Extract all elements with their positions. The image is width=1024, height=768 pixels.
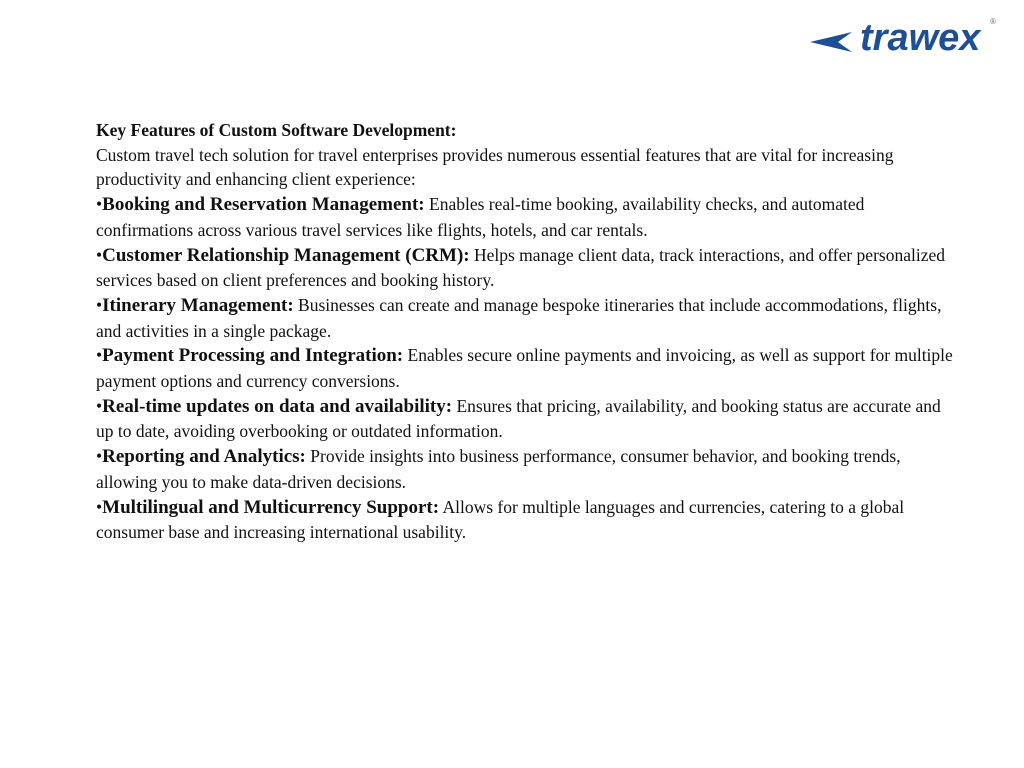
feature-text: Helps manage client data, track interactions, and offer personalized services based on client preferences and booking history.: [96, 244, 945, 291]
feature-text: Ensures that pricing, availability, and booking status are accurate and up to date, avoiding overbooking or outdated information.: [96, 395, 941, 442]
feature-item: [96, 394, 956, 444]
trawex-logo: [808, 10, 1008, 60]
bullet: •: [96, 244, 103, 265]
feature-title: Real-time updates on data and availability:: [102, 395, 453, 417]
intro-paragraph: Custom travel tech solution for travel enterprises provides numerous essential features that are vital for increasing productivity and enhancing client experience:: [96, 144, 894, 190]
feature-text: Allows for multiple languages and currencies, catering to a global consumer base and increasing international usability.: [96, 496, 905, 543]
feature-text: Enables secure online payments and invoicing, as well as support for multiple payment options and currency conversions.: [96, 345, 953, 392]
feature-title: Customer Relationship Management (CRM):: [102, 244, 470, 266]
bullet: •: [96, 294, 103, 315]
bullet: •: [96, 194, 103, 215]
logo-arrow-icon: [810, 32, 852, 52]
feature-item: [96, 293, 956, 343]
section-heading: Key Features of Custom Software Development:: [96, 120, 457, 140]
feature-item: [96, 243, 956, 293]
feature-item: [96, 444, 956, 494]
trawex-logo-graphic: [808, 10, 1008, 60]
bullet: •: [96, 395, 103, 416]
feature-title: Multilingual and Multicurrency Support:: [102, 496, 440, 518]
feature-text: Enables real-time booking, availability checks, and automated confirmations across various travel services like flights, hotels, and car rentals.: [96, 194, 865, 240]
logo-wordmark: trawex: [860, 17, 981, 59]
feature-title: Reporting and Analytics:: [102, 446, 306, 468]
feature-text: Businesses can create and manage bespoke itineraries that include accommodations, flights, and activities in a single package.: [96, 294, 942, 341]
document-body: [96, 118, 956, 545]
feature-title: Itinerary Management:: [102, 294, 294, 316]
feature-item: [96, 495, 956, 545]
feature-text: Provide insights into business performance, consumer behavior, and booking trends, allowing you to make data-driven decisions.: [96, 446, 901, 492]
bullet: •: [96, 496, 103, 517]
bullet: •: [96, 345, 103, 366]
feature-title: Payment Processing and Integration:: [102, 345, 404, 367]
registered-mark: ®: [990, 17, 996, 26]
feature-item: [96, 192, 956, 242]
feature-item: [96, 343, 956, 393]
bullet: •: [96, 446, 103, 467]
feature-title: Booking and Reservation Management:: [102, 194, 425, 216]
